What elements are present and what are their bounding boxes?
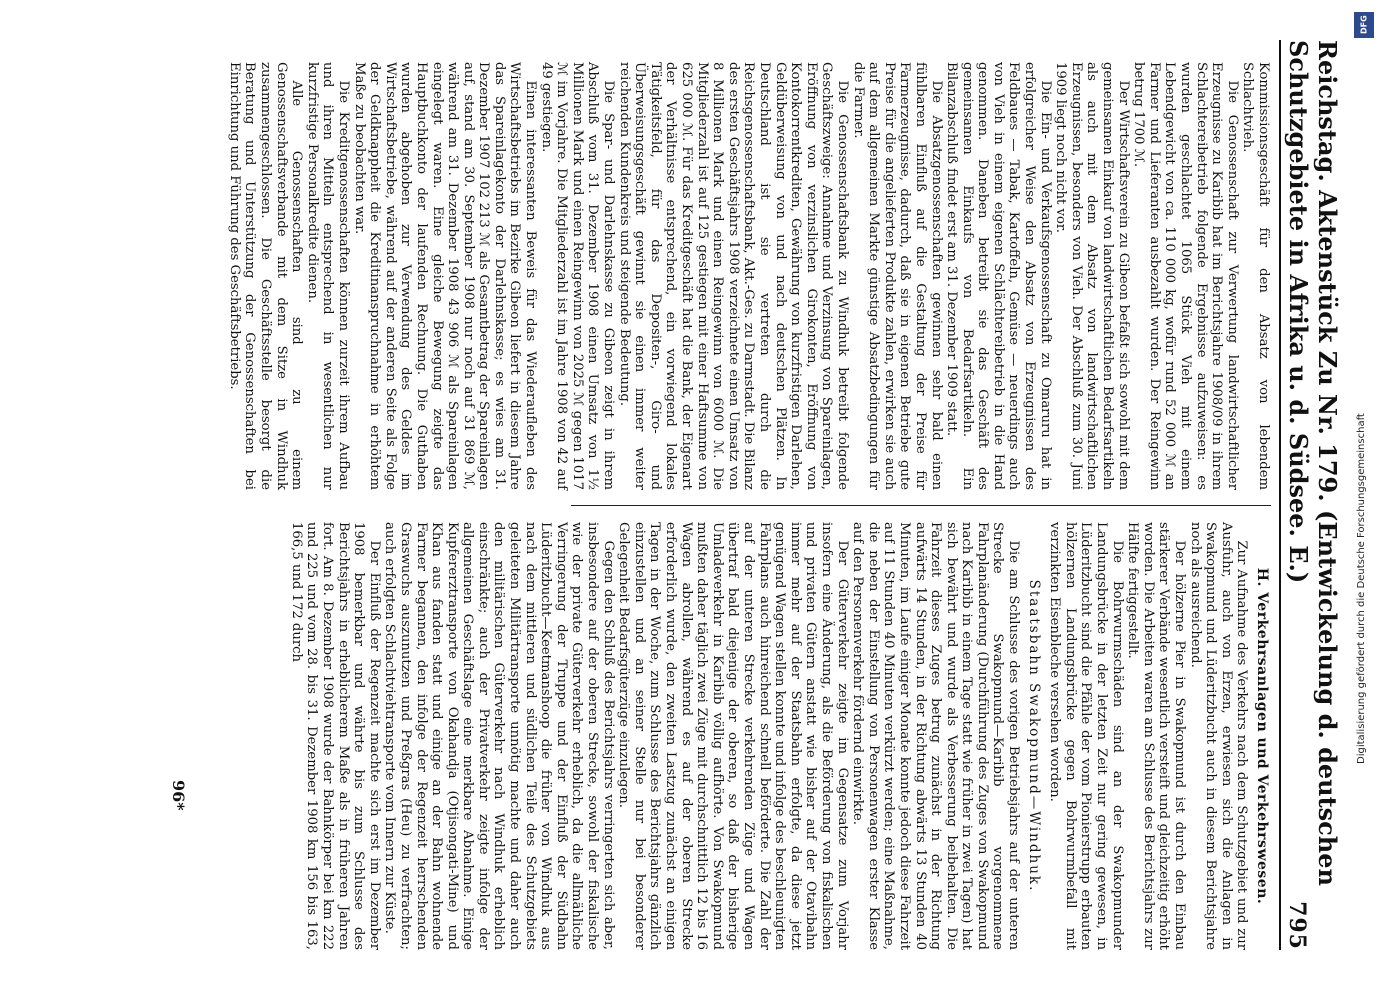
funding-credit: Digitalisierung gefördert durch die Deutsche Forschungsgemeinschaft [1356, 413, 1367, 764]
right-column [288, 522, 1271, 950]
subsection-heading: Staatsbahn Swakopmund—Windhuk. [1025, 579, 1042, 893]
paragraph: Die am Schlusse des vorigen Betriebsjahrs auf der unteren Strecke Swakopmund—Karibib vorgenommene Fahrplanänderung (Durchführung des Zuges von Swakopmund nach Karibib in einem Tage statt wie früher in zwei Tagen) hat sich bewährt und wurde als Verbesserung beibehalten. Die Fahrzeit dieses Zuges betrug zunächst in der Richtung aufwärts 14 Stunden, in der Richtung abwärts 13 Stunden 40 Minuten, im Laufe einiger Monate konnte jedoch diese Fahrzeit auf 11 Stunden 40 Minuten verkürzt werden; eine Maßnahme, die neben der Einstellung von Personenwagen erster Klasse auf den Personenverkehr fördernd einwirkte. [850, 522, 1022, 950]
page-header [1284, 40, 1342, 950]
paragraph: Einen interessanten Beweis für das Wiederaufleben des Wirtschaftsbetriebs im Bezirke Gibeon liefert in diesem Jahre das Spareinlagekonto der Darlehnskasse; es wies am 31. Dezember 1907 102 213 ℳ als Gesamtbetrag der Spareinlagen auf, stand am 30. September 1908 nur noch auf 31 869 ℳ, während am 31. Dezember 1908 43 906 ℳ als Spareinlagen eingelegt waren. Eine gleiche Bewegung zeigte das Hauptbuchkonto der laufenden Rechnung. Die Guthaben wurden abgehoben zur Verwendung des Geldes im Wirtschaftsbetriebe, während auf der anderen Seite als Folge der Geldknappheit die Kreditinanspruchnahme in erhöhtem Maße zu beobachten war. [351, 62, 539, 490]
paragraph: Die Ein- und Verkaufsgenossenschaft zu Omaruru hat in erfolgreicher Weise den Absatz von Erzeugnissen des Feldbaues — Tabak, Kartoffeln, Gemüse — neuerdings auch von Vieh in einem eigenen Schlächtereibetrieb in die Hand genommen. Daneben betreibt sie das Geschäft des gemeinsamen Einkaufs von Bedarfsartikeln. Ein Bilanzabschluß findet erst am 31. Dezember 1909 statt. [944, 62, 1053, 490]
paragraph: Alle Genossenschaften sind zu einem Genossenschaftsverbande mit dem Sitze in Windhuk zusammengeschlossen. Die Geschäftsstelle besorgt die Beratung und Unterstützung der Genossenschaften bei Einrichtung und Führung des Geschäftsbetriebs. [226, 62, 305, 490]
paragraph: Der Wirtschaftsverein zu Gibeon befaßt sich sowohl mit dem gemeinsamen Einkauf von landwirtschaftlichen Bedarfsartikeln als auch mit dem Absatz von landwirtschaftlichen Erzeugnissen, besonders von Vieh. Der Abschluß zum 30. Juni 1909 liegt noch nicht vor. [1053, 62, 1131, 490]
section-heading: H. Verkehrsanlagen und Verkehrswesen. [1254, 567, 1270, 905]
paragraph: Die Genossenschaftsbank zu Windhuk betreibt folgende Geschäftszweige: Annahme und Verzinsung von Spareinlagen, Eröffnung von verzinslichen Girokonten, Eröffnung von Kontokorrentkrediten, Gewährung von kurzfristigen Darlehen, Geldüberweisung von und nach deutschen Plätzen. In Deutschland ist sie vertreten durch die Reichsgenossenschaftsbank, Akt.-Ges. zu Darmstadt. Die Bilanz des ersten Geschäftsjahrs 1908 verzeichnete einen Umsatz von 8 Millionen Mark und einen Reingewinn von 6000 ℳ. Die Mitgliederzahl ist auf 125 gestiegen mit einer Haftsumme von 625 000 ℳ. Für das Kreditgeschäft hat die Bank, der Eigenart der Verhältnisse entsprechend, ein vorwiegend lokales Tätigkeitsfeld, für das Depositen-, Giro- und Überweisungsgeschäft gewinnt sie einen immer weiter reichenden Kundenkreis und steigende Bedeutung. [616, 62, 850, 490]
paragraph: Der Einfluß der Regenzeit machte sich erst im Dezember 1908 bemerkbar und währte bis zum Schlusse des Berichtsjahrs in erheblicherem Maße als in früheren Jahren fort. Am 8. Dezember 1908 wurde der Bahnkörper bei km 222 und 225 und vom 28. bis 31. Dezember 1908 km 156 bis 163, 166,5 und 172 durch [288, 522, 382, 950]
paragraph: Gegen den Schluß des Berichtsjahrs verringerten sich aber, insbesondere auf der oberen Strecke, sowohl der fiskalische wie der private Güterverkehr erheblich, da die allmähliche Verringerung der Truppe und der Einfluß der Südbahn Lüderitzbucht—Keetmanshoop die früher von Windhuk aus nach dem mittleren und südlichen Teile des Schutzgebiets geleiteten Militärtransporte unnötig machte und daher auch den militärischen Güterverkehr nach Windhuk erheblich einschränkte; auch der Privatverkehr zeigte infolge der allgemeinen Geschäftslage eine merkbare Abnahme. Einige Kupfererztransporte von Okahandja (Otjisongati-Mine) und Khan aus fanden statt und einige an der Bahn wohnende Farmer begannen, den infolge der Regenzeit herrschenden Graswuchs auszunutzen und Preßgras (Heu) zu verfrachten; auch erfolgten Schlachtviehtransporte vom Innern zur Küste. [382, 522, 616, 950]
paragraph: Die Genossenschaft zur Verwertung landwirtschaftlicher Erzeugnisse zu Karibib hat im Berichtsjahre 1908/09 in ihrem Schlachtereibetrieb folgende Ergebnisse aufzuweisen: es wurden geschlachtet 1065 Stück Vieh mit einem Lebendgewicht von ca. 110 000 kg, wofür rund 52 000 ℳ an Farmer und Lieferanten ausbezahlt wurden. Der Reingewinn betrug 1700 ℳ. [1131, 62, 1240, 490]
paragraph: Der hölzerne Pier in Swakopmund ist durch den Einbau stärkerer Verbände wesentlich versteift und gleichzeitig erhöht worden. Die Arbeiten waren am Schlusse des Berichtsjahrs zur Hälfte fertiggestellt. [1125, 522, 1188, 950]
paragraph: Die Bohrwurmschäden sind an der Swakopmunder Landungsbrücke in der letzten Zeit nur gering gewesen, in Lüderitzbucht sind die Pfähle der vom Pionierstrupp erbauten hölzernen Landungsbrücke gegen Bohrwurmbefall mit verzinkten Eisenbleche versehen worden. [1047, 522, 1125, 950]
dfg-logo: DFG [1354, 12, 1374, 38]
paragraph: Der Güterverkehr zeigte im Gegensatze zum Vorjahr insofern eine Änderung, als die Beförderung von fiskalischen und privaten Gütern anstatt wie bisher auf der Otavibahn immer mehr auf der Staatsbahn erfolgte, da diese jetzt genügend Wagen stellen konnte und infolge des beschleunigten Fahrplans auch hinreichend schnell beförderte. Die Zahl der auf der unteren Strecke verkehrenden Züge und Wagen übertraf bald diejenige der oberen, so daß der bisherige Umladeverkehr in Karibib völlig aufhörte. Von Swakopmund mußten daher täglich zwei Züge mit durchschnittlich 12 bis 16 Wagen abrollen, während es auf der oberen Strecke erforderlich wurde, den zweiten Lastzug zunächst an einigen Tagen in der Woche, zum Schlusse des Berichtsjahrs gänzlich einzustellen und an seiner Stelle nur bei besonderer Gelegenheit Bedarfsgüterzüge einzulegen. [616, 522, 850, 950]
column-divider [571, 505, 1271, 506]
digitization-strip [1346, 0, 1383, 1000]
page-number: 795 [1284, 901, 1310, 950]
left-column [226, 62, 1271, 490]
header-title: Reichstag. Aktenstück Zu Nr. 179. (Entwickelung d. deutschen Schutzgebiete in Afrika u. d. Südsee. E.) [1284, 40, 1342, 886]
paragraph: Die Spar- und Darlehnskasse zu Gibeon zeigt in ihrem Abschluß vom 31. Dezember 1908 einen Umsatz von 1½ Millionen Mark und einen Reingewinn von 2025 ℳ gegen 1017 ℳ im Vorjahre. Die Mitgliederzahl ist im Jahre 1908 von 42 auf 49 gestiegen. [538, 62, 617, 490]
paragraph: Die Absatzgenossenschaften gewinnen sehr bald einen fühlbaren Einfluß auf die Gestaltung der Preise für Farmerzeugnisse, dadurch, daß sie in eigenen Betriebe gute Preise für die angelieferten Produkte zahlen, erwirken sie auch auf dem allgemeinen Markte günstige Absatzbedingungen für die Farmer. [850, 62, 944, 490]
paragraph: Zur Aufnahme des Verkehrs nach dem Schutzgebiet und zur Ausfuhr, auch von Erzen, erwiesen sich die Anlagen in Swakopmund und Lüderitzbucht auch in diesem Berichtsjahre noch als ausreichend. [1187, 522, 1250, 950]
paragraph: Kommissionsgeschäft für den Absatz von lebendem Schlachtvieh. [1240, 62, 1271, 490]
paragraph: Die Kreditgenossenschaften können zurzeit ihrem Aufbau und ihren Mitteln entsprechend in wesentlichen nur kurzfristige Personalkredite dienen. [304, 62, 351, 490]
header-rule [1279, 40, 1281, 950]
sheet-signature: 96* [169, 780, 188, 811]
